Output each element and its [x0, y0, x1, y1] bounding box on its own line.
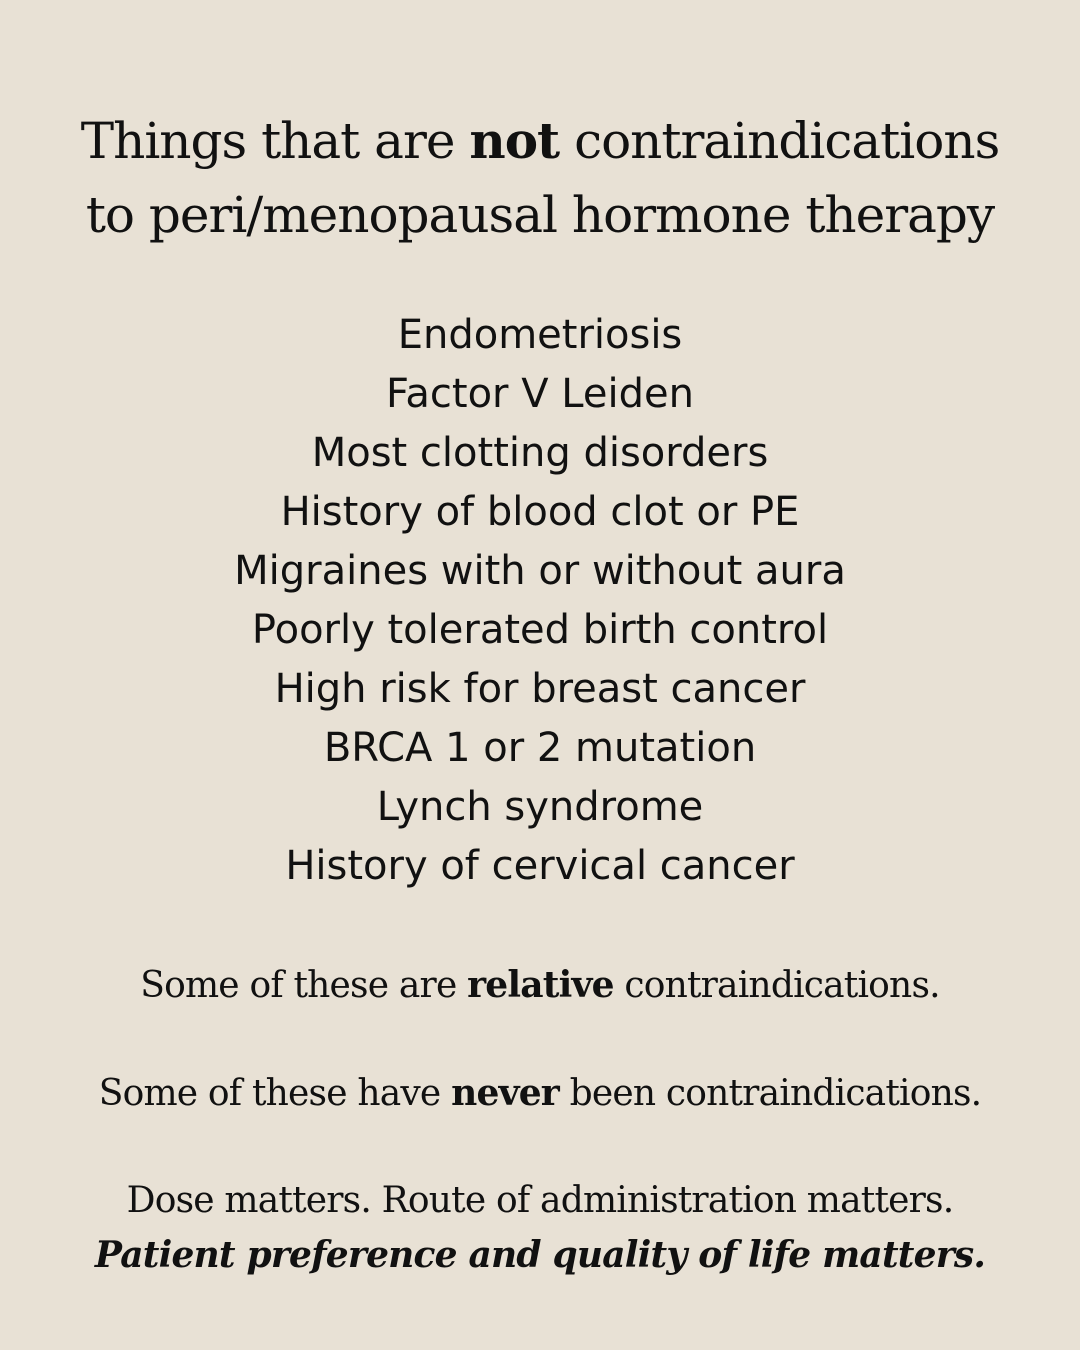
relative-note-before: Some of these are	[140, 965, 468, 1006]
list-item: Most clotting disorders	[311, 430, 769, 476]
title-text-after: contraindications	[559, 112, 1000, 170]
title-emphasis-not: not	[469, 111, 560, 170]
list-item: High risk for breast cancer	[274, 666, 806, 712]
never-note-before: Some of these have	[98, 1073, 452, 1114]
list-item: Poorly tolerated birth control	[251, 607, 829, 653]
list-item: Lynch syndrome	[376, 784, 704, 830]
list-item: Endometriosis	[397, 312, 683, 358]
list-item: History of blood clot or PE	[280, 489, 800, 535]
condition-list	[40, 306, 1040, 896]
list-item: History of cervical cancer	[285, 843, 795, 889]
title-line-2: to peri/menopausal hormone therapy	[85, 186, 995, 244]
never-note	[40, 1066, 1040, 1121]
relative-note-after: contraindications.	[613, 965, 940, 1006]
title-line-1	[81, 112, 999, 170]
closing-statement: Patient preference and quality of life matters.	[94, 1234, 986, 1276]
relative-emphasis: relative	[467, 964, 614, 1006]
never-note-after: been contraindications.	[558, 1073, 982, 1114]
page-title	[40, 104, 1040, 252]
relative-note	[40, 958, 1040, 1013]
list-item: Factor V Leiden	[386, 371, 694, 417]
list-item: Migraines with or without aura	[234, 548, 846, 594]
title-text-before: Things that are	[80, 112, 470, 170]
list-item: BRCA 1 or 2 mutation	[323, 725, 757, 771]
dose-note: Dose matters. Route of administration matters.	[126, 1180, 954, 1221]
never-emphasis: never	[451, 1072, 559, 1114]
